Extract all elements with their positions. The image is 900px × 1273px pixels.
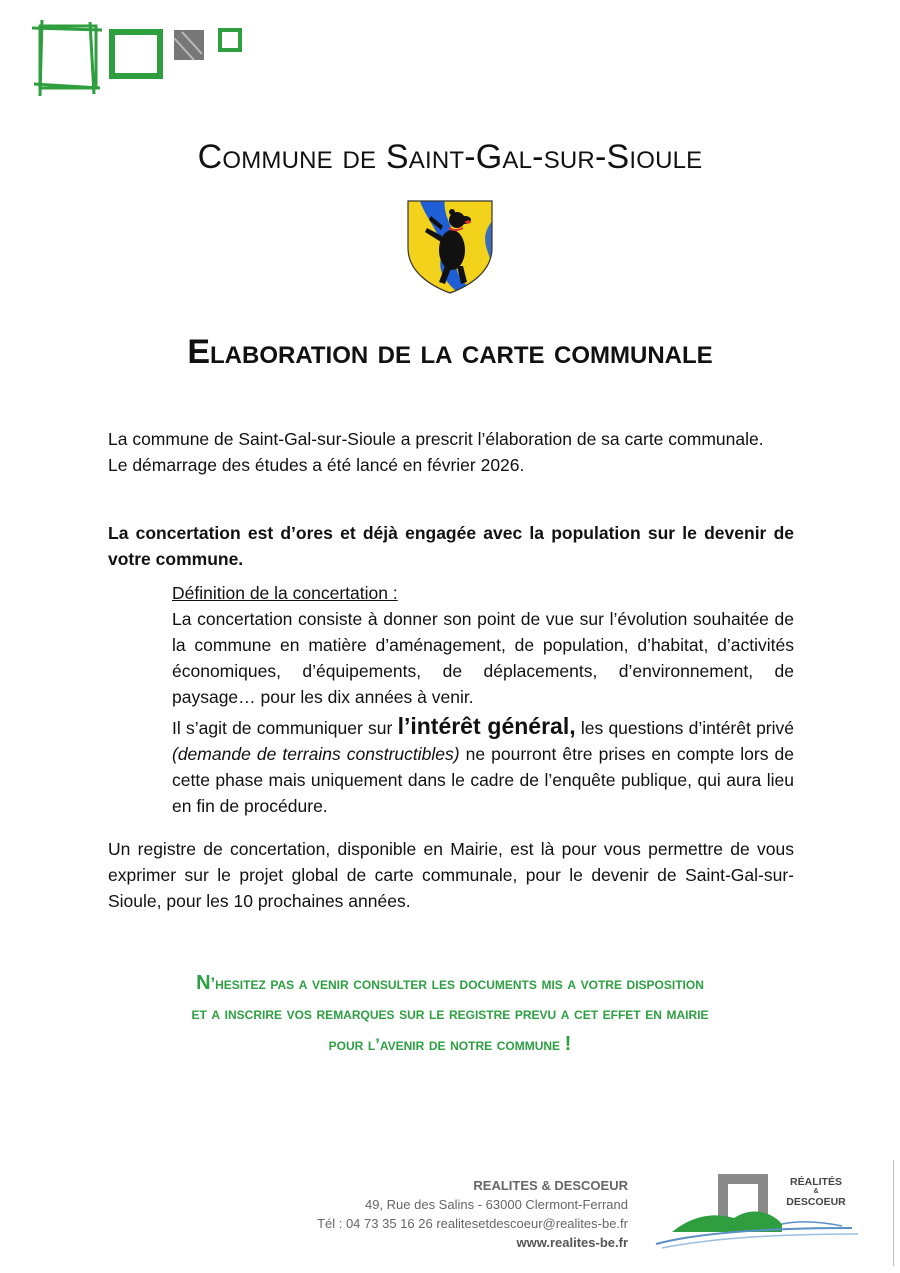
cta-exclamation: ! — [564, 1033, 572, 1055]
brand-amp: & — [813, 1188, 819, 1195]
right-divider — [893, 1160, 894, 1266]
squares-logo-icon — [28, 18, 258, 102]
footer-contact — [317, 1176, 628, 1252]
cta-line-2: et a inscrire vos remarques sur le registre prevu a cet effet en mairie — [191, 1005, 709, 1023]
intro-line-2: Le démarrage des études a été lancé en février 2026. — [108, 455, 525, 475]
footer-contact-line: Tél : 04 73 35 16 26 realitesetdescoeur@realites-be.fr — [317, 1216, 628, 1231]
intro-paragraph — [108, 426, 794, 478]
brand-line-1: RÉALITÉS — [790, 1176, 842, 1188]
definition-block — [172, 580, 794, 710]
register-paragraph: Un registre de concertation, disponible en Mairie, est là pour vous permettre de vous exprimer sur le projet global de carte communale, pour le devenir de Saint-Gal-sur-Sioule, pour les 10 prochaines années. — [108, 839, 794, 911]
brand-logo-text — [786, 1176, 846, 1208]
engagement-paragraph: La concertation est d’ores et déjà engagée avec la population sur le devenir de votre commune. — [108, 523, 794, 569]
footer-website[interactable]: www.realites-be.fr — [516, 1235, 628, 1250]
gi-italic: (demande de terrains constructibles) — [172, 744, 460, 764]
gi-middle: les questions d’intérêt privé — [575, 718, 795, 738]
cta-line-3-text: pour l’avenir de notre commune — [328, 1036, 561, 1054]
gi-emphasis: l’intérêt général, — [397, 713, 576, 739]
general-interest-paragraph — [172, 713, 794, 819]
definition-text: La concertation consiste à donner son point de vue sur l’évolution souhaitée de la commune en matière d’aménagement, de population, d’habitat, d’activités économiques, d’équipements, de déplacements, d’environnement, de paysage… pour les dix années à venir. — [172, 609, 794, 707]
brand-line-2: DESCOEUR — [786, 1196, 846, 1208]
page-title: Commune de Saint-Gal-sur-Sioule — [197, 138, 703, 176]
gi-before: Il s’agit de communiquer sur — [172, 718, 398, 738]
intro-line-1: La commune de Saint-Gal-sur-Sioule a prescrit l’élaboration de sa carte communale. — [108, 429, 764, 449]
definition-title: Définition de la concertation : — [172, 583, 398, 603]
footer-company: REALITES & DESCOEUR — [473, 1178, 628, 1193]
call-to-action — [0, 968, 900, 1060]
cta-first-letter: N — [196, 972, 211, 994]
gi-after: ne pourront être prises en compte lors de cette phase mais uniquement dans le cadre de l’enquête publique, qui aura lieu en fin de procédure. — [172, 744, 794, 816]
cta-line-1-rest: ’hesitez pas a venir consulter les documents mis a votre disposition — [210, 975, 704, 993]
footer-address: 49, Rue des Salins - 63000 Clermont-Ferrand — [364, 1197, 628, 1212]
cta-line-1 — [0, 968, 900, 999]
coat-of-arms-icon — [405, 198, 495, 296]
cta-line-3 — [0, 1029, 900, 1060]
main-heading: Elaboration de la carte communale — [187, 333, 713, 371]
